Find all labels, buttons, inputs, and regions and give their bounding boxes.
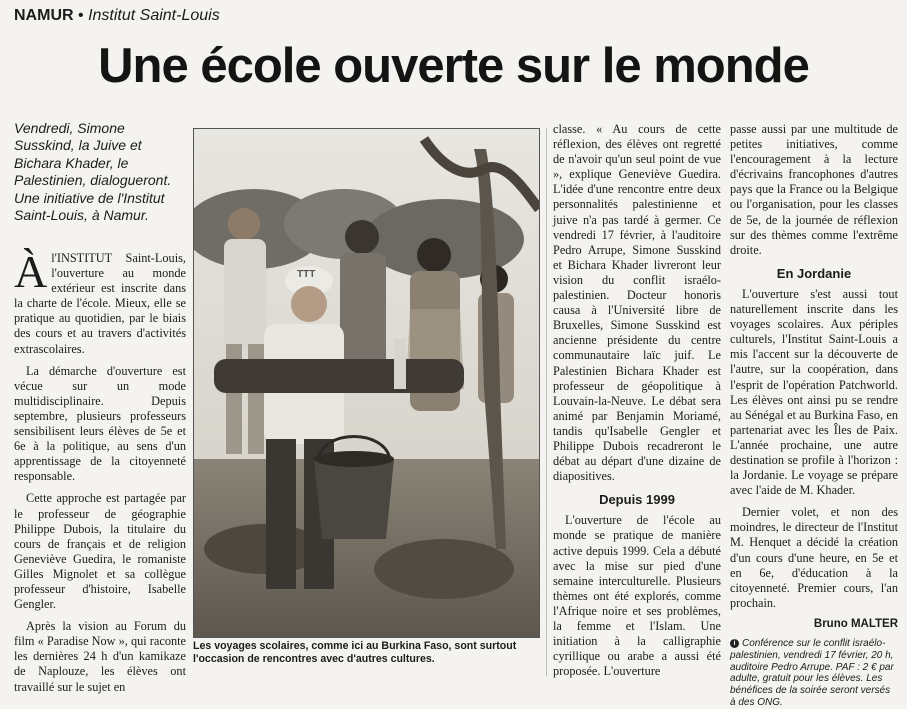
paragraph: classe. « Au cours de cette réflexion, des élèves ont regretté de n'avoir qu'un seul point de vue », explique Geneviève Guedira. L'idée d'une rencontre entre deux personnalités palestinienne et juive n'a pas tardé à germer. Ce vendredi 17 février, à l'auditoire Pedro Arrupe, Simone Susskind et Bichara Khader livreront leur vision du conflit israélo-palestinien. Docteur honoris causa à l'Université libre de Bruxelles, Simone Susskind est ancienne présidente du centre communautaire laïc juif. Le Palestinien Bichara Khader est professeur de géopolitique à Louvain-la-Neuve. Le débat sera animé par Benjamin Moriamé, tandis qu'Isabelle Gengler et Philippe Dubois recadreront le débat au départ d'une dizaine de diapositives.	[553, 122, 721, 484]
column-divider	[546, 128, 547, 676]
kicker-bullet: •	[78, 7, 84, 24]
paragraph: Cette approche est partagée par le professeur de géographie Philippe Dubois, la titulaire du cours de français et de religion Geneviève Guedira, le romaniste Gilles Mignolet et sa collègue professeur d'histoire, Isabelle Gengler.	[14, 491, 186, 612]
headline: Une école ouverte sur le monde	[98, 39, 809, 93]
event-note	[730, 638, 898, 709]
paragraph: Après la vision au Forum du film « Paradise Now », qui raconte les dernières 24 h d'un kamikaze de Naplouze, les élèves ont travaillé sur le sujet en	[14, 619, 186, 694]
paragraph: passe aussi par une multitude de petites initiatives, comme l'encouragement à la lecture d'écrivains francophones d'autres pays que la France ou la Belgique ou l'organisation, pour les classes de 5e, de la journée de réflexion sur des thèmes comme l'extrême droite.	[730, 122, 898, 257]
lede-text: Vendredi, Simone Susskind, la Juive et Bichara Khader, le Palestinien, dialogueront. Une initiative de l'Institut Saint-Louis, à Namur.	[14, 120, 172, 224]
lede	[14, 120, 189, 224]
article-column-1	[14, 246, 186, 695]
paragraph-intro	[14, 246, 186, 357]
kicker-institute: Institut Saint-Louis	[88, 7, 220, 24]
kicker	[14, 7, 220, 25]
paragraph: Dernier volet, et non des moindres, le directeur de l'Institut M. Henquet a décidé la création d'un cours d'une heure, en 5e et en 6e, d'éducation à la citoyenneté. Premier cours, l'an prochain.	[730, 505, 898, 610]
article-photo	[193, 128, 540, 638]
info-icon: i	[730, 639, 739, 648]
subhead-en-jordanie: En Jordanie	[776, 265, 852, 281]
paragraph: L'ouverture s'est aussi tout naturellement inscrite dans les voyages scolaires. Aux périples culturels, l'Institut Saint-Louis a mis l'accent sur la découverte de l'autre, sur la coopération, dans l'esprit de l'opération Patchworld. Les élèves ont ainsi pu se rendre au Sénégal et au Burkina Faso, en partenariat avec les Îles de Paix. L'année prochaine, une autre destination se profile à l'horizon : la Jordanie. Le voyage se prépare avec l'aide de M. Khader.	[730, 286, 898, 498]
paragraph: L'ouverture de l'école au monde se pratique de manière active depuis 1999. Cela a débuté avec la mise sur pied d'une semaine interculturelle. Plusieurs thèmes ont été explorés, comme l'Afrique noire et ses problèmes, la femme et l'Islam. Une initiation à la calligraphie cyrillique ou arabe a aussi été proposée. L'ouverture	[553, 513, 721, 679]
drop-cap: À	[14, 246, 48, 297]
kicker-city: NAMUR	[14, 7, 74, 24]
intro-text: l'INSTITUT Saint-Louis, l'ouverture au monde extérieur est inscrite dans la charte de l'école. Mieux, elle se pratique au quotidien, par le biais des cours et au travers d'activités extrascolaires.	[14, 251, 186, 356]
photo-caption: Les voyages scolaires, comme ici au Burkina Faso, sont surtout l'occasion de rencontres avec d'autres cultures.	[193, 640, 517, 665]
paragraph: La démarche d'ouverture est vécue sur un mode multidisciplinaire. Depuis septembre, plusieurs professeurs sensibilisent leurs élèves de 5e et 6e à la politique, au sens d'un apprentissage de la citoyenneté responsable.	[14, 363, 186, 484]
article-column-3	[553, 122, 721, 679]
photo-illustration	[194, 129, 539, 637]
subhead-depuis-1999: Depuis 1999	[599, 492, 675, 508]
event-note-text: Conférence sur le conflit israélo-palestinien, vendredi 17 février, 20 h, auditoire Pedro Arrupe. PAF : 2 € par adulte, gratuit pour les élèves. Les bénéfices de la soirée seront versés à des ONG.	[730, 638, 894, 708]
article-column-4	[730, 122, 898, 709]
cap-logo: TTT	[297, 269, 316, 280]
byline: Bruno MALTER	[813, 617, 898, 630]
